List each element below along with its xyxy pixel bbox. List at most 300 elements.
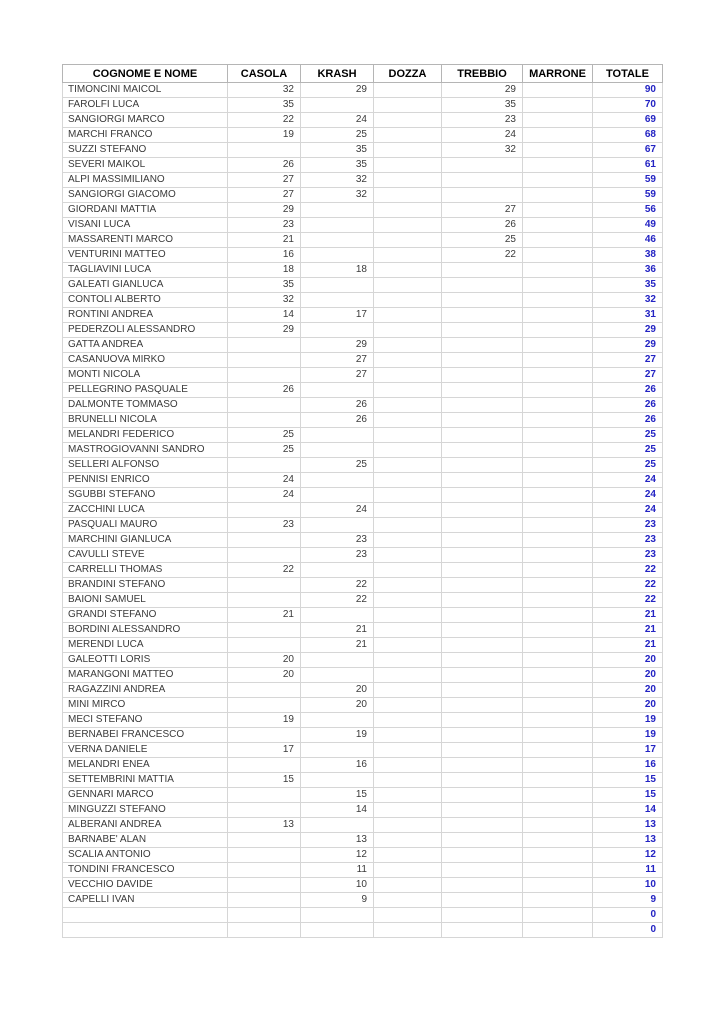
dozza-score-cell (374, 773, 442, 788)
casola-score-cell (228, 623, 301, 638)
player-name-cell: MARANGONI MATTEO (63, 668, 228, 683)
dozza-score-cell (374, 803, 442, 818)
casola-score-cell (228, 848, 301, 863)
player-name-cell (63, 908, 228, 923)
trebbio-score-cell (442, 848, 523, 863)
dozza-score-cell (374, 203, 442, 218)
marrone-score-cell (523, 263, 593, 278)
table-row (63, 803, 663, 818)
trebbio-score-cell (442, 338, 523, 353)
column-header-krash: KRASH (301, 65, 374, 83)
krash-score-cell: 23 (301, 548, 374, 563)
trebbio-score-cell (442, 533, 523, 548)
totale-score-cell: 0 (593, 923, 663, 938)
standings-table (62, 64, 663, 938)
table-row (63, 578, 663, 593)
table-row (63, 713, 663, 728)
marrone-score-cell (523, 773, 593, 788)
player-name-cell (63, 923, 228, 938)
totale-score-cell: 46 (593, 233, 663, 248)
totale-score-cell: 59 (593, 188, 663, 203)
krash-score-cell (301, 743, 374, 758)
table-row (63, 413, 663, 428)
table-row (63, 548, 663, 563)
table-row (63, 593, 663, 608)
marrone-score-cell (523, 803, 593, 818)
dozza-score-cell (374, 848, 442, 863)
marrone-score-cell (523, 458, 593, 473)
casola-score-cell: 13 (228, 818, 301, 833)
krash-score-cell (301, 668, 374, 683)
casola-score-cell: 26 (228, 158, 301, 173)
marrone-score-cell (523, 323, 593, 338)
casola-score-cell (228, 683, 301, 698)
totale-score-cell: 31 (593, 308, 663, 323)
totale-score-cell: 24 (593, 488, 663, 503)
player-name-cell: PASQUALI MAURO (63, 518, 228, 533)
totale-score-cell: 26 (593, 383, 663, 398)
casola-score-cell: 16 (228, 248, 301, 263)
casola-score-cell (228, 863, 301, 878)
totale-score-cell: 56 (593, 203, 663, 218)
table-row (63, 503, 663, 518)
totale-score-cell: 24 (593, 473, 663, 488)
krash-score-cell (301, 323, 374, 338)
trebbio-score-cell (442, 803, 523, 818)
trebbio-score-cell: 24 (442, 128, 523, 143)
table-row (63, 128, 663, 143)
casola-score-cell: 35 (228, 278, 301, 293)
casola-score-cell: 24 (228, 473, 301, 488)
trebbio-score-cell: 27 (442, 203, 523, 218)
marrone-score-cell (523, 518, 593, 533)
casola-score-cell: 19 (228, 128, 301, 143)
marrone-score-cell (523, 308, 593, 323)
dozza-score-cell (374, 668, 442, 683)
krash-score-cell: 24 (301, 503, 374, 518)
table-row (63, 908, 663, 923)
table-row (63, 893, 663, 908)
totale-score-cell: 12 (593, 848, 663, 863)
krash-score-cell: 11 (301, 863, 374, 878)
table-row (63, 473, 663, 488)
dozza-score-cell (374, 353, 442, 368)
player-name-cell: MERENDI LUCA (63, 638, 228, 653)
casola-score-cell (228, 413, 301, 428)
krash-score-cell (301, 518, 374, 533)
trebbio-score-cell: 35 (442, 98, 523, 113)
player-name-cell: MELANDRI FEDERICO (63, 428, 228, 443)
player-name-cell: GALEOTTI LORIS (63, 653, 228, 668)
totale-score-cell: 26 (593, 413, 663, 428)
krash-score-cell (301, 428, 374, 443)
player-name-cell: BRANDINI STEFANO (63, 578, 228, 593)
trebbio-score-cell (442, 608, 523, 623)
totale-score-cell: 22 (593, 593, 663, 608)
standings-table-body (63, 83, 663, 938)
player-name-cell: VISANI LUCA (63, 218, 228, 233)
table-row (63, 338, 663, 353)
dozza-score-cell (374, 173, 442, 188)
marrone-score-cell (523, 533, 593, 548)
krash-score-cell: 14 (301, 803, 374, 818)
marrone-score-cell (523, 143, 593, 158)
totale-score-cell: 29 (593, 338, 663, 353)
casola-score-cell (228, 908, 301, 923)
column-header-trebbio: TREBBIO (442, 65, 523, 83)
krash-score-cell: 26 (301, 413, 374, 428)
table-row (63, 158, 663, 173)
dozza-score-cell (374, 713, 442, 728)
trebbio-score-cell (442, 383, 523, 398)
dozza-score-cell (374, 923, 442, 938)
dozza-score-cell (374, 563, 442, 578)
krash-score-cell: 21 (301, 638, 374, 653)
totale-score-cell: 17 (593, 743, 663, 758)
totale-score-cell: 9 (593, 893, 663, 908)
dozza-score-cell (374, 473, 442, 488)
krash-score-cell (301, 713, 374, 728)
table-row (63, 203, 663, 218)
table-row (63, 488, 663, 503)
totale-score-cell: 69 (593, 113, 663, 128)
player-name-cell: CAVULLI STEVE (63, 548, 228, 563)
casola-score-cell (228, 788, 301, 803)
player-name-cell: BRUNELLI NICOLA (63, 413, 228, 428)
trebbio-score-cell (442, 368, 523, 383)
dozza-score-cell (374, 833, 442, 848)
marrone-score-cell (523, 638, 593, 653)
marrone-score-cell (523, 83, 593, 98)
krash-score-cell: 23 (301, 533, 374, 548)
casola-score-cell: 27 (228, 173, 301, 188)
casola-score-cell (228, 833, 301, 848)
trebbio-score-cell (442, 503, 523, 518)
trebbio-score-cell: 29 (442, 83, 523, 98)
totale-score-cell: 20 (593, 653, 663, 668)
player-name-cell: PENNISI ENRICO (63, 473, 228, 488)
table-row (63, 368, 663, 383)
table-row (63, 278, 663, 293)
trebbio-score-cell (442, 263, 523, 278)
dozza-score-cell (374, 218, 442, 233)
krash-score-cell: 16 (301, 758, 374, 773)
krash-score-cell (301, 203, 374, 218)
table-row (63, 428, 663, 443)
marrone-score-cell (523, 233, 593, 248)
trebbio-score-cell (442, 668, 523, 683)
player-name-cell: MARCHI FRANCO (63, 128, 228, 143)
trebbio-score-cell (442, 353, 523, 368)
table-row (63, 323, 663, 338)
krash-score-cell (301, 233, 374, 248)
dozza-score-cell (374, 248, 442, 263)
table-row (63, 773, 663, 788)
marrone-score-cell (523, 188, 593, 203)
trebbio-score-cell (442, 293, 523, 308)
casola-score-cell (228, 533, 301, 548)
marrone-score-cell (523, 368, 593, 383)
trebbio-score-cell (442, 653, 523, 668)
trebbio-score-cell (442, 428, 523, 443)
marrone-score-cell (523, 713, 593, 728)
krash-score-cell (301, 383, 374, 398)
table-row (63, 863, 663, 878)
player-name-cell: TIMONCINI MAICOL (63, 83, 228, 98)
casola-score-cell: 21 (228, 233, 301, 248)
table-row (63, 668, 663, 683)
totale-score-cell: 11 (593, 863, 663, 878)
marrone-score-cell (523, 98, 593, 113)
dozza-score-cell (374, 518, 442, 533)
player-name-cell: MARCHINI GIANLUCA (63, 533, 228, 548)
casola-score-cell: 29 (228, 323, 301, 338)
krash-score-cell (301, 443, 374, 458)
player-name-cell: SANGIORGI MARCO (63, 113, 228, 128)
krash-score-cell (301, 488, 374, 503)
casola-score-cell: 25 (228, 428, 301, 443)
krash-score-cell (301, 98, 374, 113)
table-row (63, 98, 663, 113)
totale-score-cell: 10 (593, 878, 663, 893)
dozza-score-cell (374, 623, 442, 638)
marrone-score-cell (523, 593, 593, 608)
dozza-score-cell (374, 263, 442, 278)
player-name-cell: ALPI MASSIMILIANO (63, 173, 228, 188)
table-row (63, 638, 663, 653)
trebbio-score-cell: 26 (442, 218, 523, 233)
trebbio-score-cell (442, 713, 523, 728)
casola-score-cell: 25 (228, 443, 301, 458)
krash-score-cell: 32 (301, 188, 374, 203)
trebbio-score-cell: 22 (442, 248, 523, 263)
casola-score-cell (228, 923, 301, 938)
dozza-score-cell (374, 578, 442, 593)
totale-score-cell: 26 (593, 398, 663, 413)
trebbio-score-cell (442, 923, 523, 938)
table-row (63, 758, 663, 773)
player-name-cell: TAGLIAVINI LUCA (63, 263, 228, 278)
totale-score-cell: 22 (593, 563, 663, 578)
table-row (63, 623, 663, 638)
dozza-score-cell (374, 128, 442, 143)
casola-score-cell: 20 (228, 653, 301, 668)
dozza-score-cell (374, 368, 442, 383)
krash-score-cell: 25 (301, 458, 374, 473)
trebbio-score-cell (442, 743, 523, 758)
marrone-score-cell (523, 908, 593, 923)
dozza-score-cell (374, 383, 442, 398)
player-name-cell: MELANDRI ENEA (63, 758, 228, 773)
dozza-score-cell (374, 308, 442, 323)
dozza-score-cell (374, 548, 442, 563)
totale-score-cell: 29 (593, 323, 663, 338)
trebbio-score-cell (442, 893, 523, 908)
totale-score-cell: 21 (593, 608, 663, 623)
trebbio-score-cell (442, 833, 523, 848)
casola-score-cell: 19 (228, 713, 301, 728)
table-row (63, 293, 663, 308)
dozza-score-cell (374, 743, 442, 758)
trebbio-score-cell (442, 173, 523, 188)
krash-score-cell (301, 908, 374, 923)
dozza-score-cell (374, 188, 442, 203)
marrone-score-cell (523, 338, 593, 353)
totale-score-cell: 13 (593, 818, 663, 833)
marrone-score-cell (523, 848, 593, 863)
krash-score-cell (301, 608, 374, 623)
totale-score-cell: 22 (593, 578, 663, 593)
player-name-cell: BERNABEI FRANCESCO (63, 728, 228, 743)
player-name-cell: MECI STEFANO (63, 713, 228, 728)
marrone-score-cell (523, 248, 593, 263)
casola-score-cell (228, 338, 301, 353)
marrone-score-cell (523, 128, 593, 143)
krash-score-cell (301, 923, 374, 938)
krash-score-cell: 32 (301, 173, 374, 188)
player-name-cell: TONDINI FRANCESCO (63, 863, 228, 878)
casola-score-cell: 21 (228, 608, 301, 623)
player-name-cell: MINGUZZI STEFANO (63, 803, 228, 818)
casola-score-cell: 18 (228, 263, 301, 278)
krash-score-cell: 21 (301, 623, 374, 638)
player-name-cell: SUZZI STEFANO (63, 143, 228, 158)
dozza-score-cell (374, 863, 442, 878)
casola-score-cell: 20 (228, 668, 301, 683)
totale-score-cell: 27 (593, 368, 663, 383)
casola-score-cell (228, 758, 301, 773)
dozza-score-cell (374, 533, 442, 548)
player-name-cell: VECCHIO DAVIDE (63, 878, 228, 893)
krash-score-cell (301, 773, 374, 788)
table-row (63, 533, 663, 548)
totale-score-cell: 24 (593, 503, 663, 518)
dozza-score-cell (374, 608, 442, 623)
krash-score-cell (301, 218, 374, 233)
casola-score-cell (228, 353, 301, 368)
totale-score-cell: 25 (593, 443, 663, 458)
trebbio-score-cell (442, 728, 523, 743)
krash-score-cell: 35 (301, 143, 374, 158)
dozza-score-cell (374, 503, 442, 518)
dozza-score-cell (374, 278, 442, 293)
trebbio-score-cell (442, 908, 523, 923)
totale-score-cell: 15 (593, 773, 663, 788)
player-name-cell: BAIONI SAMUEL (63, 593, 228, 608)
casola-score-cell: 27 (228, 188, 301, 203)
marrone-score-cell (523, 698, 593, 713)
totale-score-cell: 25 (593, 428, 663, 443)
marrone-score-cell (523, 383, 593, 398)
marrone-score-cell (523, 473, 593, 488)
krash-score-cell: 20 (301, 683, 374, 698)
marrone-score-cell (523, 608, 593, 623)
dozza-score-cell (374, 878, 442, 893)
trebbio-score-cell (442, 593, 523, 608)
table-row (63, 878, 663, 893)
totale-score-cell: 16 (593, 758, 663, 773)
casola-score-cell (228, 638, 301, 653)
player-name-cell: ALBERANI ANDREA (63, 818, 228, 833)
casola-score-cell (228, 368, 301, 383)
player-name-cell: ZACCHINI LUCA (63, 503, 228, 518)
table-row (63, 608, 663, 623)
krash-score-cell: 17 (301, 308, 374, 323)
dozza-score-cell (374, 338, 442, 353)
totale-score-cell: 23 (593, 518, 663, 533)
casola-score-cell: 23 (228, 518, 301, 533)
table-row (63, 743, 663, 758)
trebbio-score-cell: 32 (442, 143, 523, 158)
trebbio-score-cell (442, 473, 523, 488)
table-row (63, 218, 663, 233)
table-row (63, 173, 663, 188)
dozza-score-cell (374, 758, 442, 773)
marrone-score-cell (523, 653, 593, 668)
krash-score-cell: 18 (301, 263, 374, 278)
trebbio-score-cell (442, 458, 523, 473)
player-name-cell: CASANUOVA MIRKO (63, 353, 228, 368)
player-name-cell: BORDINI ALESSANDRO (63, 623, 228, 638)
krash-score-cell (301, 818, 374, 833)
trebbio-score-cell: 25 (442, 233, 523, 248)
totale-score-cell: 35 (593, 278, 663, 293)
marrone-score-cell (523, 173, 593, 188)
table-row (63, 188, 663, 203)
dozza-score-cell (374, 593, 442, 608)
krash-score-cell: 12 (301, 848, 374, 863)
dozza-score-cell (374, 323, 442, 338)
dozza-score-cell (374, 698, 442, 713)
totale-score-cell: 19 (593, 728, 663, 743)
dozza-score-cell (374, 413, 442, 428)
marrone-score-cell (523, 728, 593, 743)
krash-score-cell: 35 (301, 158, 374, 173)
casola-score-cell (228, 803, 301, 818)
table-row (63, 353, 663, 368)
totale-score-cell: 15 (593, 788, 663, 803)
table-row (63, 143, 663, 158)
krash-score-cell: 20 (301, 698, 374, 713)
table-row (63, 398, 663, 413)
player-name-cell: VENTURINI MATTEO (63, 248, 228, 263)
player-name-cell: GIORDANI MATTIA (63, 203, 228, 218)
trebbio-score-cell (442, 758, 523, 773)
marrone-score-cell (523, 863, 593, 878)
header-row (63, 65, 663, 83)
totale-score-cell: 25 (593, 458, 663, 473)
trebbio-score-cell (442, 818, 523, 833)
casola-score-cell (228, 578, 301, 593)
casola-score-cell: 15 (228, 773, 301, 788)
player-name-cell: SETTEMBRINI MATTIA (63, 773, 228, 788)
dozza-score-cell (374, 893, 442, 908)
totale-score-cell: 21 (593, 638, 663, 653)
standings-table-header (63, 65, 663, 83)
dozza-score-cell (374, 728, 442, 743)
totale-score-cell: 90 (593, 83, 663, 98)
casola-score-cell: 26 (228, 383, 301, 398)
table-row (63, 728, 663, 743)
trebbio-score-cell (442, 443, 523, 458)
marrone-score-cell (523, 278, 593, 293)
player-name-cell: MONTI NICOLA (63, 368, 228, 383)
trebbio-score-cell (442, 623, 523, 638)
trebbio-score-cell (442, 488, 523, 503)
marrone-score-cell (523, 623, 593, 638)
table-row (63, 113, 663, 128)
trebbio-score-cell (442, 278, 523, 293)
